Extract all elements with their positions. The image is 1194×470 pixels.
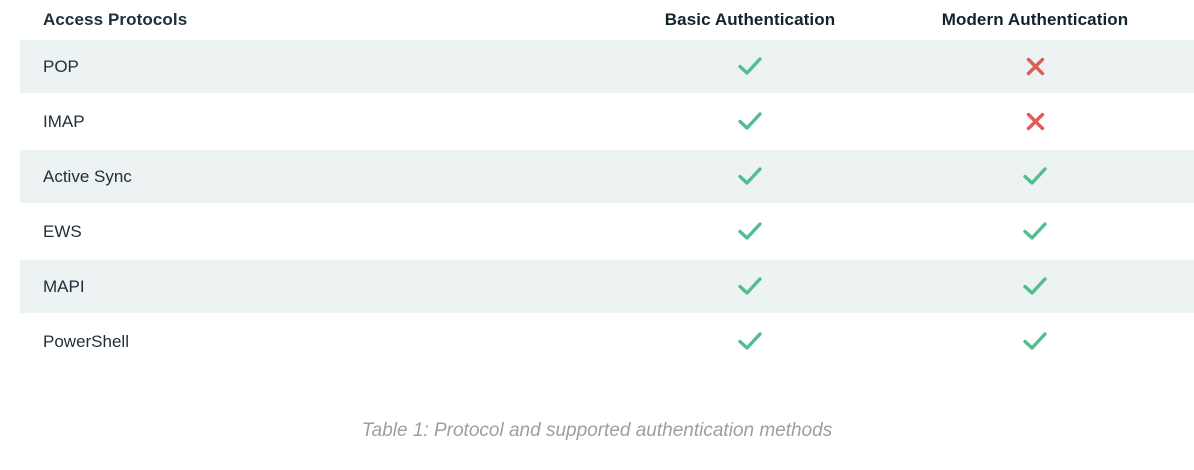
check-icon: [738, 332, 762, 350]
check-icon: [1023, 277, 1047, 295]
modern-auth-cell: [900, 222, 1194, 240]
modern-auth-cell: [900, 277, 1194, 295]
cross-icon: [1026, 112, 1045, 131]
protocol-name: POP: [43, 56, 79, 76]
check-icon: [738, 222, 762, 240]
check-icon: [738, 57, 762, 75]
table-caption: Table 1: Protocol and supported authentication methods: [361, 420, 833, 441]
table-row: [20, 260, 1194, 313]
modern-auth-cell: [900, 332, 1194, 350]
basic-auth-cell: [600, 277, 900, 295]
basic-auth-cell: [600, 167, 900, 185]
modern-auth-cell: [900, 57, 1194, 76]
table-body: [20, 40, 1194, 368]
basic-auth-cell: [600, 112, 900, 130]
protocol-name: Active Sync: [43, 166, 132, 186]
check-icon: [1023, 332, 1047, 350]
basic-auth-cell: [600, 332, 900, 350]
check-icon: [738, 167, 762, 185]
table-row: [20, 40, 1194, 93]
auth-protocols-table: [20, 0, 1194, 370]
table-header-row: [20, 0, 1194, 40]
basic-auth-cell: [600, 222, 900, 240]
protocol-name: MAPI: [43, 276, 85, 296]
check-icon: [1023, 222, 1047, 240]
check-icon: [1023, 167, 1047, 185]
table-row: [20, 150, 1194, 203]
basic-auth-cell: [600, 57, 900, 75]
cross-icon: [1026, 57, 1045, 76]
column-header-basic-authentication: Basic Authentication: [664, 10, 836, 29]
table-row: [20, 315, 1194, 368]
check-icon: [738, 277, 762, 295]
table-row: [20, 205, 1194, 258]
check-icon: [738, 112, 762, 130]
protocol-name: IMAP: [43, 111, 85, 131]
modern-auth-cell: [900, 112, 1194, 131]
table-row: [20, 95, 1194, 148]
protocol-name: PowerShell: [43, 331, 129, 351]
modern-auth-cell: [900, 167, 1194, 185]
column-header-modern-authentication: Modern Authentication: [941, 10, 1129, 29]
protocol-name: EWS: [43, 221, 82, 241]
column-header-access-protocols: Access Protocols: [43, 10, 188, 29]
